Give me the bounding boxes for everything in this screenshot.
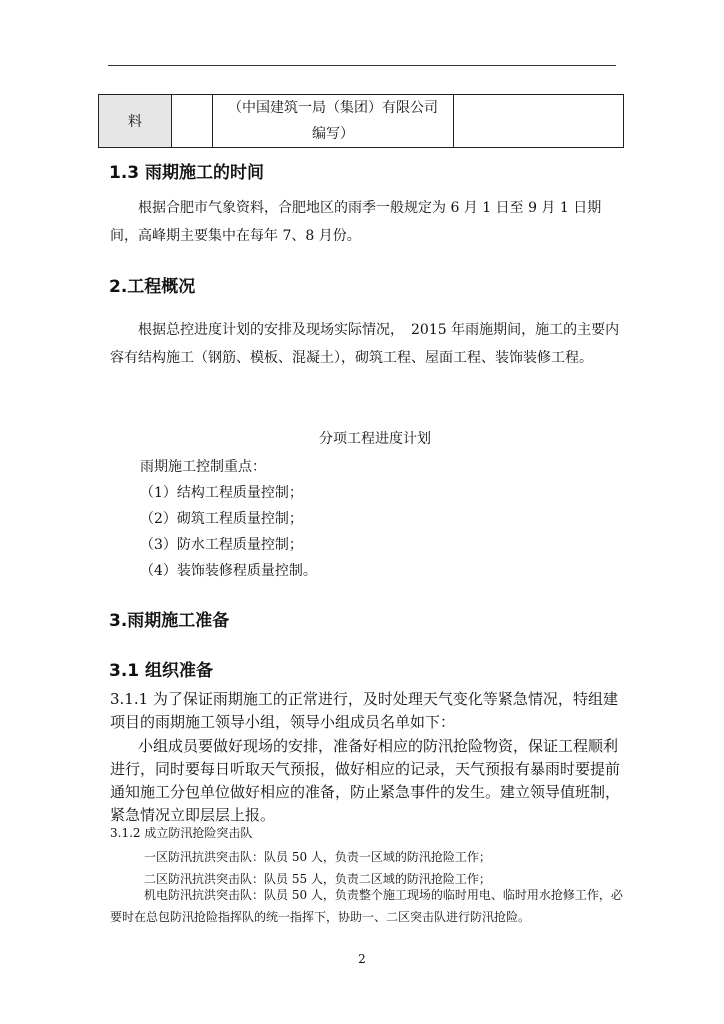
table-row bbox=[99, 95, 624, 148]
section-1-3-heading: 1.3 雨期施工的时间 bbox=[109, 163, 265, 183]
section-3-1-heading: 3.1 组织准备 bbox=[109, 661, 214, 681]
control-item-3: （3）防水工程质量控制； bbox=[140, 537, 303, 553]
team-1-line: 一区防汛抗洪突击队：队员 50 人，负责一区域的防汛抢险工作； bbox=[144, 850, 491, 864]
table-cell-empty-right bbox=[454, 95, 624, 148]
section-3-1-1-paragraph: 3.1.1 为了保证雨期施工的正常进行，及时处理天气变化等紧急情况，特组建项目的雨期施工领导小组，领导小组成员名单如下： bbox=[110, 690, 618, 731]
info-table bbox=[98, 94, 624, 148]
table-cell-label: 料 bbox=[99, 95, 172, 148]
section-2-paragraph: 根据总控进度计划的安排及现场实际情况， 2015 年雨施期间，施工的主要内容有结构施工（钢筋、模板、混凝土），砌筑工程、屋面工程、装饰装修工程。 bbox=[110, 322, 620, 366]
team-2-line: 二区防汛抗洪突击队：队员 55 人，负责二区域的防汛抢险工作； bbox=[144, 872, 491, 886]
section-2-heading: 2.工程概况 bbox=[109, 277, 196, 297]
team-3-paragraph: 机电防汛抗洪突击队：队员 50 人，负责整个施工现场的临时用电、临时用水抢修工作，必要时在总包防汛抢险指挥队的统一指挥下，协助一、二区突击队进行防汛抢险。 bbox=[110, 888, 623, 924]
section-3-1-2-heading: 3.1.2 成立防汛抢险突击队 bbox=[110, 826, 253, 840]
page-number: 2 bbox=[358, 952, 366, 966]
table-cell-publisher bbox=[213, 95, 454, 148]
section-3-heading: 3.雨期施工准备 bbox=[109, 611, 230, 631]
publisher-line-2: 编写） bbox=[312, 126, 354, 142]
publisher-line-1: （中国建筑一局（集团）有限公司 bbox=[228, 100, 438, 116]
control-points-label: 雨期施工控制重点： bbox=[140, 459, 266, 475]
schedule-caption: 分项工程进度计划 bbox=[319, 431, 431, 447]
header-rule bbox=[108, 65, 616, 66]
section-3-1-1-members-paragraph: 小组成员要做好现场的安排，准备好相应的防汛抢险物资，保证工程顺利进行，同时要每日听取天气预报，做好相应的记录，天气预报有暴雨时要提前通知施工分包单位做好相应的准备，防止紧急事件的发生。建立领导值班制，紧急情况立即层层上报。 bbox=[110, 737, 621, 824]
control-item-2: （2）砌筑工程质量控制； bbox=[140, 511, 303, 527]
control-item-1: （1）结构工程质量控制； bbox=[140, 485, 303, 501]
table-cell-empty bbox=[172, 95, 213, 148]
section-1-3-paragraph: 根据合肥市气象资料，合肥地区的雨季一般规定为 6 月 1 日至 9 月 1 日期间，高峰期主要集中在每年 7、8 月份。 bbox=[110, 200, 602, 244]
control-item-4: （4）装饰装修程质量控制。 bbox=[140, 563, 317, 579]
